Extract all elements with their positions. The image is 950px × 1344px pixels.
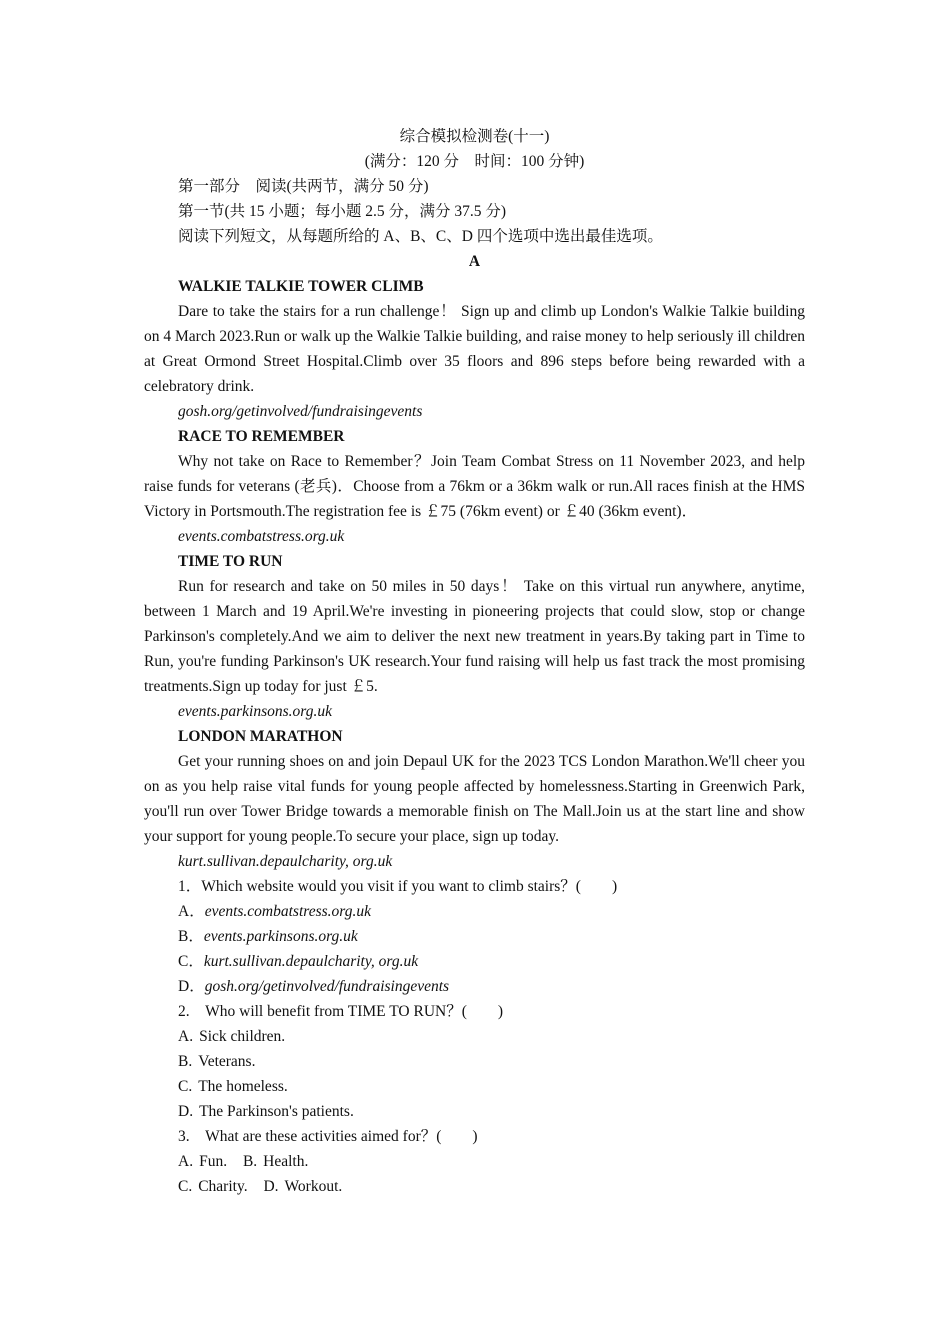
question-2 (144, 999, 805, 1124)
option-a[interactable]: A. Fun. (178, 1153, 228, 1170)
option-row (144, 1174, 805, 1199)
option-c[interactable]: C．kurt.sullivan.depaulcharity, org.uk (178, 953, 419, 970)
option-b[interactable]: B．events.parkinsons.org.uk (178, 928, 358, 945)
option-b[interactable]: B. Health. (242, 1153, 309, 1170)
ad-body: Why not take on Race to Remember？Join Team Combat Stress on 11 November 2023, and help raise funds for veterans (老兵)．Choose from a 76km or a 36km walk or run.All races finish at the HMS Victory in Portsmouth.The registration fee is ￡75 (76km event) or ￡40 (36km event)． (144, 453, 805, 520)
ad-url: kurt.sullivan.depaulcharity, org.uk (178, 853, 393, 870)
ad-url: events.parkinsons.org.uk (178, 703, 332, 720)
ad-walkie-talkie (144, 274, 805, 424)
ad-body: Dare to take the stairs for a run challenge！ Sign up and climb up London's Walkie Talkie building on 4 March 2023.Run or walk up the Walkie Talkie building, and raise money to help seriously ill children at Great Ormond Street Hospital.Climb over 35 floors and 896 steps before being rewarded with a celebratory drink. (144, 303, 805, 395)
part-heading: 第一部分 阅读(共两节，满分 50 分) (178, 178, 429, 195)
ad-heading: WALKIE TALKIE TOWER CLIMB (178, 278, 424, 295)
option-b[interactable]: B. Veterans. (178, 1053, 256, 1070)
option-row (144, 1149, 805, 1174)
ad-race-to-remember (144, 424, 805, 549)
option-a[interactable]: A．events.combatstress.org.uk (178, 903, 372, 920)
passage-label: A (468, 253, 481, 270)
ad-london-marathon (144, 724, 805, 874)
exam-page (144, 124, 805, 1199)
question-stem: 2. Who will benefit from TIME TO RUN？( ) (178, 1003, 504, 1020)
option-a[interactable]: A. Sick children. (178, 1028, 286, 1045)
section-heading: 第一节(共 15 小题；每小题 2.5 分，满分 37.5 分) (178, 203, 507, 220)
ad-heading: TIME TO RUN (178, 553, 283, 570)
exam-subtitle: (满分：120 分 时间：100 分钟) (364, 153, 585, 170)
option-c[interactable]: C. Charity. (178, 1178, 248, 1195)
ad-heading: LONDON MARATHON (178, 728, 343, 745)
option-d[interactable]: D．gosh.org/getinvolved/fundraisingevents (178, 978, 450, 995)
option-d[interactable]: D. The Parkinson's patients. (178, 1103, 354, 1120)
ad-body: Get your running shoes on and join Depaul UK for the 2023 TCS London Marathon.We'll cheer you on as you help raise vital funds for young people affected by homelessness.Starting in Greenwich Park, you'll run over Tower Bridge towards a memorable finish on The Mall.Join us at the start line and show your support for young people.To secure your place, sign up today. (144, 753, 805, 845)
ad-time-to-run (144, 549, 805, 724)
question-stem: 1．Which website would you visit if you want to climb stairs？( ) (178, 878, 618, 895)
option-d[interactable]: D. Workout. (263, 1178, 343, 1195)
ad-url: gosh.org/getinvolved/fundraisingevents (178, 403, 423, 420)
question-stem: 3. What are these activities aimed for？( ) (178, 1128, 478, 1145)
question-3 (144, 1124, 805, 1199)
exam-title: 综合模拟检测卷(十一) (399, 128, 550, 145)
instruction: 阅读下列短文，从每题所给的 A、B、C、D 四个选项中选出最佳选项。 (178, 228, 663, 245)
question-1 (144, 874, 805, 999)
ad-heading: RACE TO REMEMBER (178, 428, 345, 445)
ad-body: Run for research and take on 50 miles in 50 days！ Take on this virtual run anywhere, anytime, between 1 March and 19 April.We're investing in pioneering projects that could slow, stop or change Parkinson's completely.And we aim to deliver the next new treatment in years.By taking part in Time to Run, you're funding Parkinson's UK research.Your fund raising will help us fast track the most promising treatments.Sign up today for just ￡5. (144, 578, 805, 695)
ad-url: events.combatstress.org.uk (178, 528, 345, 545)
option-c[interactable]: C. The homeless. (178, 1078, 288, 1095)
